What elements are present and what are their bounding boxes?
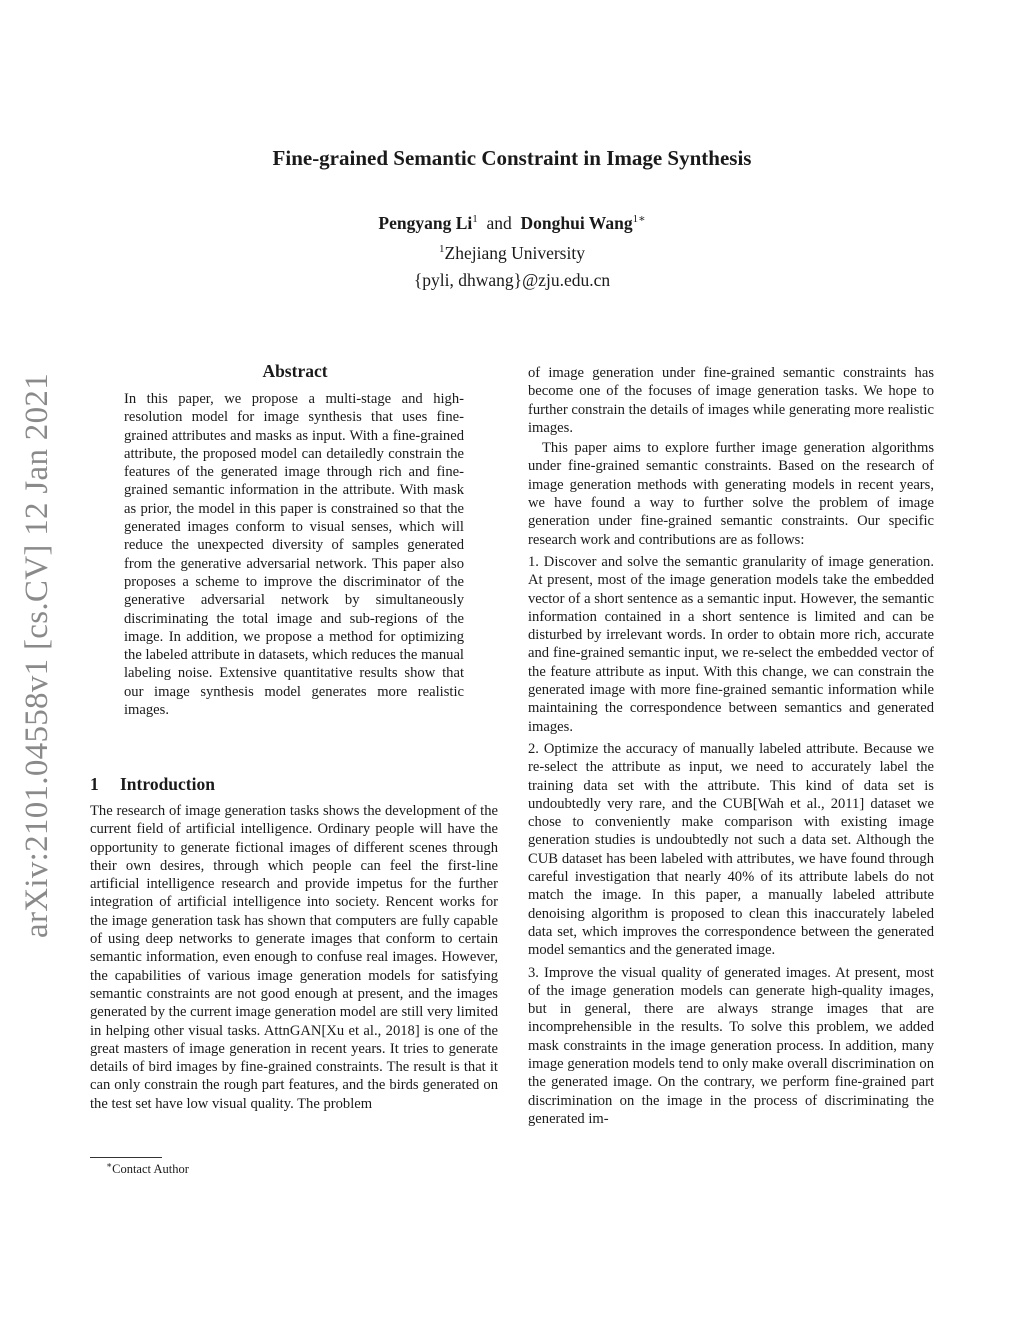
contribution-item-3: 3. Improve the visual quality of generated images. At present, most of the image generation models can generate high-quality images, but in general, there are always strange images that are incomprehensible in the results. To solve this problem, we added mask constraints in the image generation process. In addition, many image generation models tend to only make overall discrimination on the generated image. On the contrary, we perform fine-grained part discrimination on the image in the process of discriminating the generated im- <box>528 964 934 1127</box>
affiliation-name: Zhejiang University <box>444 243 585 263</box>
introduction-heading <box>90 774 215 795</box>
footnote-mark: ∗ <box>106 1160 113 1170</box>
contribution-item-1: 1. Discover and solve the semantic granularity of image generation. At present, most of the image generation models take the embedded vector of a short sentence as a semantic input. However, the semantic information contained in a short sentence is limited and can be disturbed by irrelevant words. In order to obtain more rich, accurate and fine-grained semantic input, we re-select the embedded vector of the feature attribute as input. With this change, we can constrain the generated image with more fine-grained semantic information while maintaining the correspondence between semantics and generated images. <box>528 553 934 735</box>
author-2-name: Donghui Wang <box>520 212 633 233</box>
author-conjunction: and <box>486 212 512 233</box>
paper-title: Fine-grained Semantic Constraint in Image Synthesis <box>272 146 752 170</box>
affiliation <box>0 243 1024 264</box>
footnote-text: Contact Author <box>112 1162 189 1177</box>
footnote-rule <box>90 1157 162 1158</box>
section-number: 1 <box>90 774 99 794</box>
continuation-paragraph: of image generation under fine-grained semantic constraints has become one of the focuses of image generation tasks. We hope to further constrain the details of images while generating more realistic images. <box>528 365 934 436</box>
author-line <box>0 212 1024 234</box>
section-title: Introduction <box>120 774 215 794</box>
affiliation-mark: 1 <box>439 243 445 256</box>
arxiv-side-identifier-box <box>0 360 82 950</box>
introduction-paragraph: The research of image generation tasks shows the development of the current field of artificial intelligence. Ordinary people will have the opportunity to generate fictional images of different scenes through their own desires, through which people can feel the first-line artificial intelligence research and provide impetus for the further integration of artificial intelligence into society. Rencent works for the image generation task has shown that computers are fully capable of using deep networks to generate images that conform to certain semantic information, even enough to confuse real images. However, the capabilities of various image generation models for satisfying semantic constraints are not good enough at present, and the images generated by the current image generation model are still very limited in helping other visual tasks. AttnGAN[Xu et al., 2018] is one of the great masters of image generation in recent years. It tries to generate details of bird images by fine-grained constraints. The result is that it can only constrain the rough part features, and the birds generated on the test set have low visual quality. The problem <box>90 803 498 1112</box>
author-2-affiliation-mark: 1∗ <box>632 213 646 225</box>
footnote <box>106 1160 189 1177</box>
abstract-text: In this paper, we propose a multi-stage and high-resolution model for image synthesis that uses fine-grained attributes and masks as input. With a fine-grained attribute, the proposed model can detailedly constrain the features of the generated image through rich and fine-grained semantic information in the attribute. With mask as prior, the model in this paper is constrained so that the generated images conform to visual senses, which will reduce the unexpected diversity of samples generated from the generative adversarial network. This paper also proposes a scheme to improve the discriminator of the generative adversarial network by simultaneously discriminating the total image and sub-regions of the image. In addition, we propose a method for optimizing the labeled attribute in datasets, which reduces the manual labeling noise. Extensive quantitative results show that our image synthesis model generates more realistic images. <box>124 391 464 719</box>
author-1-affiliation-mark: 1 <box>472 213 478 225</box>
author-1-name: Pengyang Li <box>378 212 473 233</box>
contribution-item-2: 2. Optimize the accuracy of manually labeled attribute. Because we re-select the attribute as input, we need to accurately label the training data set with the attribute. This kind of data set is undoubtedly very rare, and the CUB[Wah et al., 2011] dataset we chose to conveniently make comparison with existing image generation studies is undoubtedly not such a data set. Although the CUB dataset has been labeled with attributes, we have found through careful investigation that nearly 40% of its attribute labels do not match the image. In this paper, a manually labeled attribute denoising algorithm is proposed to clean this inaccurately labeled data set, which improves the correspondence between the generated model semantics and the generated image. <box>528 740 934 959</box>
author-emails: {pyli, dhwang}@zju.edu.cn <box>413 270 611 290</box>
arxiv-identifier: arXiv:2101.04558v1 [cs.CV] 12 Jan 2021 <box>18 372 55 938</box>
right-column <box>528 364 934 1128</box>
aims-paragraph: This paper aims to explore further image generation algorithms under fine-grained semantic constraints. Based on the research of image generation methods with generating models in recent years, we have found a way to further solve the problem of image generation under fine-grained semantic constraints. Our specific research work and contributions are as follows: <box>528 440 934 548</box>
abstract-heading: Abstract <box>262 361 328 381</box>
